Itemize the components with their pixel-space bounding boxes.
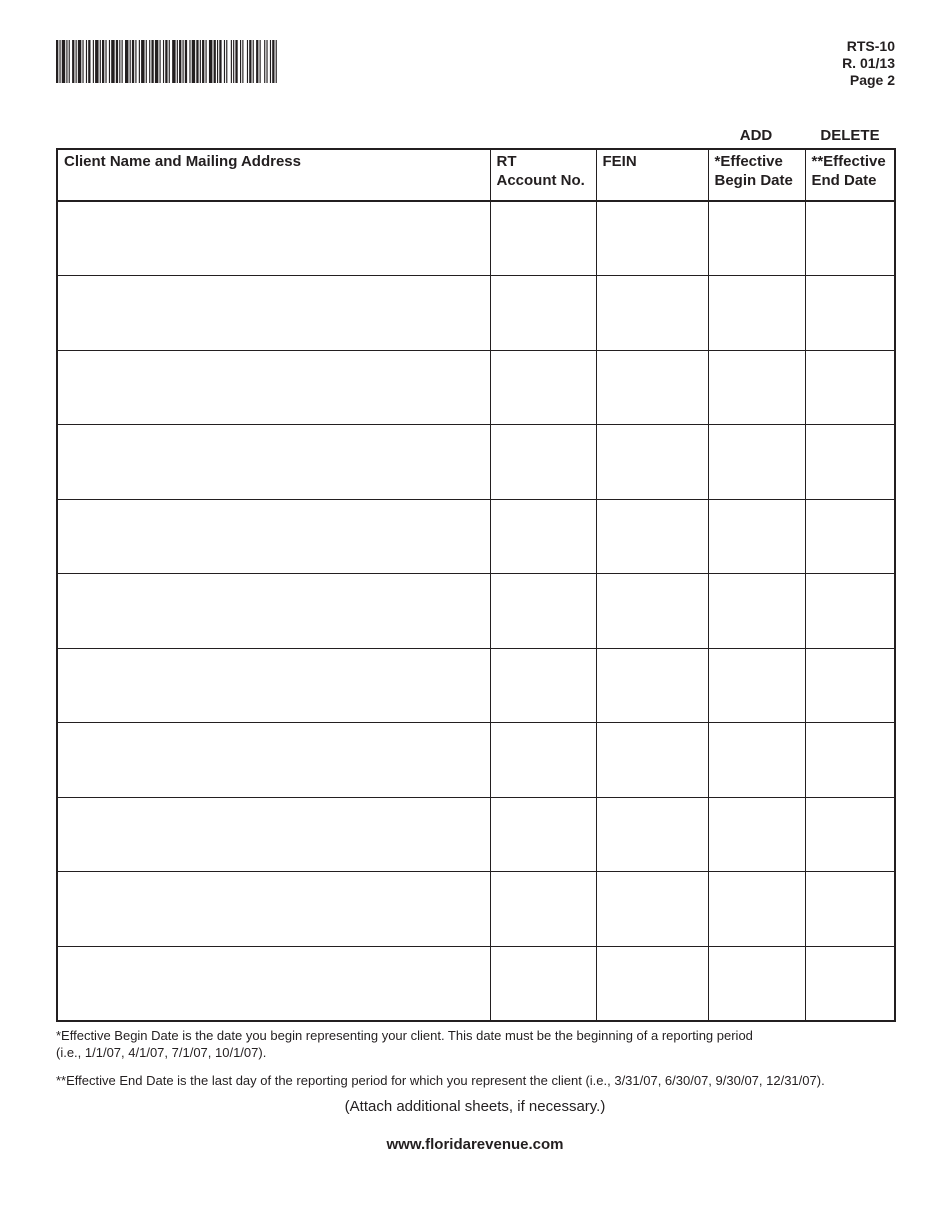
form-identifier (842, 38, 895, 89)
footnote-begin-date (56, 1027, 753, 1061)
barcode-bar (235, 40, 237, 83)
barcode-bar (270, 40, 271, 83)
header-label: **Effective (811, 153, 886, 170)
effective-end-date-cell[interactable] (805, 499, 895, 574)
barcode-bar (119, 40, 120, 83)
barcode-bar (266, 40, 267, 83)
table-row (57, 499, 895, 574)
rt-account-no-cell[interactable] (490, 276, 596, 351)
barcode-bar (56, 40, 58, 83)
header-label: *Effective (714, 153, 783, 170)
barcode-bar (272, 40, 274, 83)
effective-begin-date-cell[interactable] (708, 425, 805, 500)
client-name-address-cell[interactable] (57, 723, 490, 798)
rt-account-no-cell[interactable] (490, 946, 596, 1021)
rt-account-no-cell[interactable] (490, 425, 596, 500)
rt-account-no-cell[interactable] (490, 499, 596, 574)
table-row (57, 201, 895, 276)
barcode-bar (102, 40, 104, 83)
effective-begin-date-cell[interactable] (708, 946, 805, 1021)
form-number: RTS-10 (846, 38, 895, 54)
fein-cell[interactable] (596, 797, 708, 872)
header-label: End Date (811, 172, 877, 189)
barcode-bar (276, 40, 277, 83)
effective-begin-date-cell[interactable] (708, 350, 805, 425)
delete-label: DELETE (820, 127, 880, 144)
table-row (57, 872, 895, 947)
barcode-bar (66, 40, 67, 83)
client-name-address-cell[interactable] (57, 946, 490, 1021)
rt-account-no-cell[interactable] (490, 350, 596, 425)
effective-end-date-cell[interactable] (805, 201, 895, 276)
effective-end-date-cell[interactable] (805, 350, 895, 425)
header-label: Begin Date (714, 172, 793, 189)
barcode-bar (93, 40, 94, 83)
barcode-bar (231, 40, 232, 83)
barcode-bar (163, 40, 164, 83)
effective-begin-date-cell[interactable] (708, 797, 805, 872)
barcode-bar (226, 40, 227, 83)
barcode-bar (62, 40, 65, 83)
barcode-bar (247, 40, 248, 83)
barcode-bar (69, 40, 70, 83)
effective-begin-date-cell[interactable] (708, 872, 805, 947)
effective-begin-date-cell[interactable] (708, 276, 805, 351)
barcode-bar (185, 40, 187, 83)
rt-account-no-cell[interactable] (490, 797, 596, 872)
client-name-address-cell[interactable] (57, 201, 490, 276)
barcode-bar (155, 40, 158, 83)
barcode-bar (132, 40, 134, 83)
rt-account-no-cell[interactable] (490, 201, 596, 276)
barcode-bar (242, 40, 243, 83)
barcode-bar (169, 40, 170, 83)
effective-begin-date-cell[interactable] (708, 648, 805, 723)
effective-end-date-cell[interactable] (805, 872, 895, 947)
barcode-bar (139, 40, 140, 83)
barcode-bar (149, 40, 150, 83)
fein-cell[interactable] (596, 350, 708, 425)
fein-cell[interactable] (596, 574, 708, 649)
barcode-bar (146, 40, 147, 83)
effective-begin-date-cell[interactable] (708, 574, 805, 649)
barcode-bar (233, 40, 234, 83)
header-label: Account No. (496, 172, 585, 189)
barcode-bar (105, 40, 106, 83)
barcode-bar (88, 40, 90, 83)
barcode-bar (125, 40, 128, 83)
barcode-bar (214, 40, 216, 83)
barcode-bar (249, 40, 251, 83)
barcode-bar (189, 40, 190, 83)
barcode-bar (256, 40, 258, 83)
barcode-bar (82, 40, 83, 83)
barcode-bar (240, 40, 241, 83)
header-label: RT (496, 153, 517, 170)
barcode-bar (100, 40, 101, 83)
table-row (57, 574, 895, 649)
table-row (57, 946, 895, 1021)
rt-account-no-cell[interactable] (490, 872, 596, 947)
barcode-bar (202, 40, 204, 83)
barcode-bar (260, 40, 261, 83)
header-rt-account-no (490, 149, 596, 201)
rt-account-no-cell[interactable] (490, 648, 596, 723)
barcode-bar (179, 40, 181, 83)
header-client-name-address (57, 149, 490, 201)
effective-begin-date-cell[interactable] (708, 499, 805, 574)
fein-cell[interactable] (596, 425, 708, 500)
barcode-bar (116, 40, 118, 83)
header-fein (596, 149, 708, 201)
barcode-bar (130, 40, 131, 83)
fein-cell[interactable] (596, 499, 708, 574)
barcode-bar (206, 40, 207, 83)
table-row (57, 350, 895, 425)
fein-cell[interactable] (596, 648, 708, 723)
effective-end-date-cell[interactable] (805, 574, 895, 649)
effective-end-date-cell[interactable] (805, 723, 895, 798)
effective-begin-date-cell[interactable] (708, 201, 805, 276)
fein-cell[interactable] (596, 201, 708, 276)
client-name-address-cell[interactable] (57, 574, 490, 649)
fein-cell[interactable] (596, 723, 708, 798)
effective-begin-date-cell[interactable] (708, 723, 805, 798)
barcode-bar (122, 40, 123, 83)
barcode-bar (264, 40, 265, 83)
footnote-line: (i.e., 1/1/07, 4/1/07, 7/1/07, 10/1/07). (56, 1045, 267, 1060)
client-name-address-cell[interactable] (57, 425, 490, 500)
client-name-address-cell[interactable] (57, 797, 490, 872)
client-name-address-cell[interactable] (57, 350, 490, 425)
attach-sheets-note: (Attach additional sheets, if necessary.) (344, 1098, 606, 1115)
header-label: FEIN (602, 153, 637, 170)
header-row (57, 149, 895, 201)
barcode-bar (209, 40, 212, 83)
table-row (57, 276, 895, 351)
form-revision: R. 01/13 (842, 55, 895, 71)
header-label: Client Name and Mailing Address (64, 153, 301, 170)
barcode-bar (253, 40, 254, 83)
barcode-bar (200, 40, 201, 83)
page-number: Page 2 (849, 72, 895, 88)
barcode-bar (135, 40, 136, 83)
effective-end-date-cell[interactable] (805, 648, 895, 723)
barcode-bar (109, 40, 110, 83)
barcode-bar (224, 40, 225, 83)
barcode-bar (219, 40, 221, 83)
client-name-address-cell[interactable] (57, 499, 490, 574)
barcode-bar (165, 40, 167, 83)
barcode-bar (95, 40, 98, 83)
footnote-end-date: **Effective End Date is the last day of the reporting period for which you represent the client (i.e., 3/31/07, 6/30/07, 9/30/07, 12/31/07). (56, 1073, 825, 1088)
barcode-bar (141, 40, 144, 83)
effective-end-date-cell[interactable] (805, 797, 895, 872)
fein-cell[interactable] (596, 872, 708, 947)
effective-end-date-cell[interactable] (805, 276, 895, 351)
client-table (56, 148, 896, 1022)
footnote-line: *Effective Begin Date is the date you begin representing your client. This date must be the beginning of a reporting period (56, 1028, 753, 1043)
barcode-bar (72, 40, 74, 83)
barcode-bar (111, 40, 114, 83)
header-effective-end-date (805, 149, 895, 201)
effective-end-date-cell[interactable] (805, 946, 895, 1021)
effective-end-date-cell[interactable] (805, 425, 895, 500)
barcode-bar (172, 40, 175, 83)
table-body (57, 201, 895, 1021)
client-name-address-cell[interactable] (57, 872, 490, 947)
table-row (57, 648, 895, 723)
barcode-bar (177, 40, 178, 83)
barcode (56, 40, 280, 83)
client-name-address-cell[interactable] (57, 648, 490, 723)
fein-cell[interactable] (596, 276, 708, 351)
add-label: ADD (739, 127, 773, 144)
barcode-bar (196, 40, 198, 83)
barcode-bar (76, 40, 77, 83)
barcode-bar (78, 40, 81, 83)
table-row (57, 797, 895, 872)
barcode-bar (151, 40, 153, 83)
barcode-bar (59, 40, 60, 83)
client-name-address-cell[interactable] (57, 276, 490, 351)
fein-cell[interactable] (596, 946, 708, 1021)
website-url: www.floridarevenue.com (386, 1136, 564, 1153)
table-row (57, 425, 895, 500)
table-row (57, 723, 895, 798)
barcode-bar (183, 40, 184, 83)
barcode-bar (217, 40, 218, 83)
barcode-bar (86, 40, 87, 83)
header-effective-begin-date (708, 149, 805, 201)
barcode-bar (160, 40, 161, 83)
barcode-bar (192, 40, 195, 83)
rt-account-no-cell[interactable] (490, 723, 596, 798)
rt-account-no-cell[interactable] (490, 574, 596, 649)
